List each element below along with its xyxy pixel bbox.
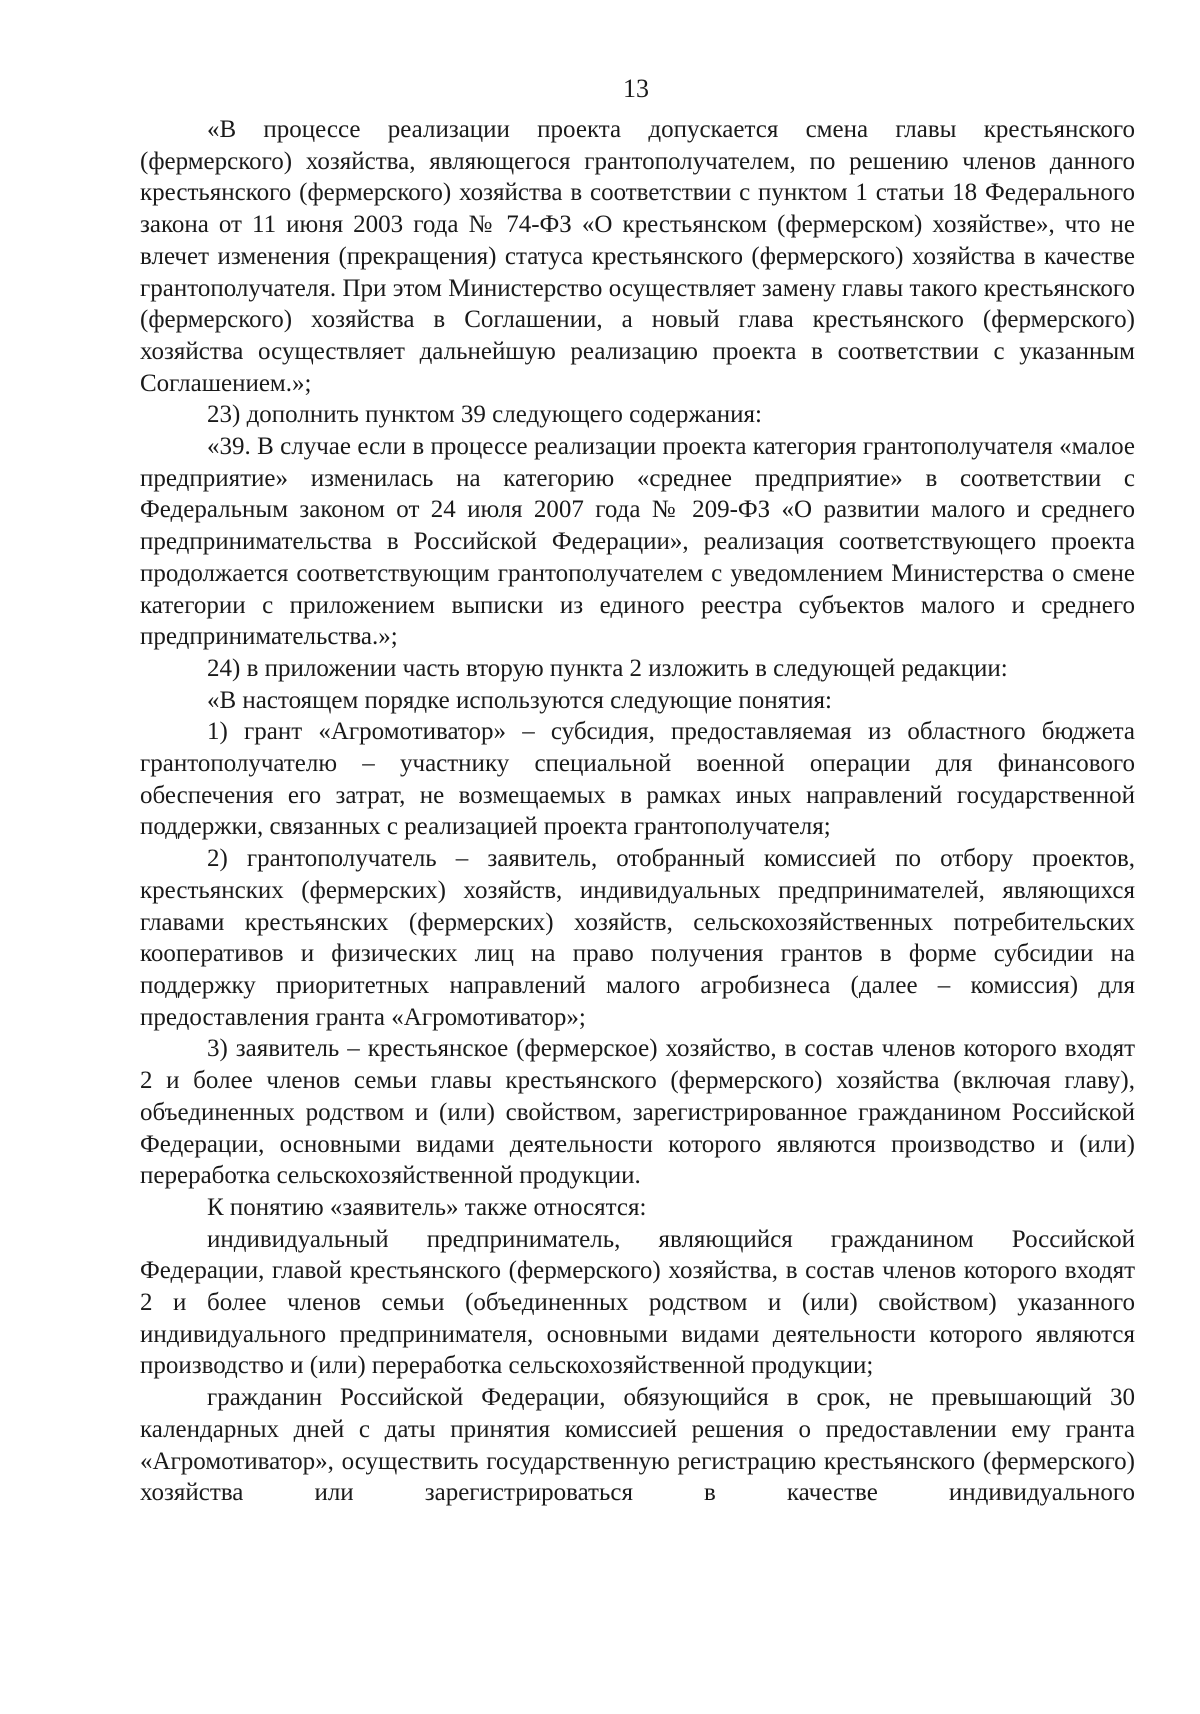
paragraph-definition-applicant: 3) заявитель – крестьянское (фермерское) хозяйство, в состав членов которого входят 2 и более членов семьи главы крестьянского (фермерского) хозяйства (включая главу), объединенных родством и (или) свойством, зарегистрированное гражданином Российской Федерации, основными видами деятельности которого являются производство и (или) переработка сельскохозяйственной продукции.: [140, 1035, 1135, 1190]
paragraph-definition-grantee: 2) грантополучатель – заявитель, отобранный комиссией по отбору проектов, крестьянских (фермерских) хозяйств, индивидуальных предпринимателей, являющихся главами крестьянских (фермерских) хозяйств, сельскохозяйственных потребительских кооперативов и физических лиц на право получения грантов в форме субсидии на поддержку приоритетных направлений малого агробизнеса (далее – комиссия) для предоставления гранта «Агромотиватор»;: [140, 845, 1135, 1031]
paragraph-applicant-also: К понятию «заявитель» также относятся:: [207, 1193, 647, 1221]
page-number: 13: [623, 74, 649, 103]
paragraph-citizen: гражданин Российской Федерации, обязующийся в срок, не превышающий 30 календарных дней с даты принятия комиссией решения о предоставлении ему гранта «Агромотиватор», осуществить государственную регистрацию крестьянского (фермерского) хозяйства или зарегистрироваться в качестве индивидуального: [140, 1384, 1135, 1507]
paragraph-farm-head-change: «В процессе реализации проекта допускается смена главы крестьянского (фермерского) хозяйства, являющегося грантополучателем, по решению членов данного крестьянского (фермерского) хозяйства в соответствии с пунктом 1 статьи 18 Федерального закона от 11 июня 2003 года № 74-ФЗ «О крестьянском (фермерском) хозяйстве», что не влечет изменения (прекращения) статуса крестьянского (фермерского) хозяйства в качестве грантополучателя. При этом Министерство осуществляет замену главы такого крестьянского (фермерского) хозяйства в Соглашении, а новый глава крестьянского (фермерского) хозяйства осуществляет дальнейшую реализацию проекта в соответствии с указанным Соглашением.»;: [140, 116, 1135, 397]
paragraph-individual-entrepreneur: индивидуальный предприниматель, являющийся гражданином Российской Федерации, главой крестьянского (фермерского) хозяйства, в состав членов которого входят 2 и более членов семьи (объединенных родством и (или) свойством) указанного индивидуального предпринимателя, основными видами деятельности которого являются производство и (или) переработка сельскохозяйственной продукции;: [140, 1225, 1135, 1380]
paragraph-definition-grant: 1) грант «Агромотиватор» – субсидия, предоставляемая из областного бюджета грантополучателю – участнику специальной военной операции для финансового обеспечения его затрат, не возмещаемых в рамках иных направлений государственной поддержки, связанных с реализацией проекта грантополучателя;: [140, 718, 1135, 841]
document-body: [140, 114, 1135, 1509]
paragraph-definitions-intro: «В настоящем порядке используются следующие понятия:: [207, 686, 832, 714]
paragraph-item-23: 23) дополнить пунктом 39 следующего содержания:: [207, 401, 762, 429]
paragraph-item-24: 24) в приложении часть вторую пункта 2 изложить в следующей редакции:: [207, 654, 1008, 682]
paragraph-clause-39: «39. В случае если в процессе реализации проекта категория грантополучателя «малое предприятие» изменилась на категорию «среднее предприятие» в соответствии с Федеральным законом от 24 июля 2007 года № 209-ФЗ «О развитии малого и среднего предпринимательства в Российской Федерации», реализация соответствующего проекта продолжается соответствующим грантополучателем с уведомлением Министерства о смене категории с приложением выписки из единого реестра субъектов малого и среднего предпринимательства.»;: [140, 433, 1135, 651]
